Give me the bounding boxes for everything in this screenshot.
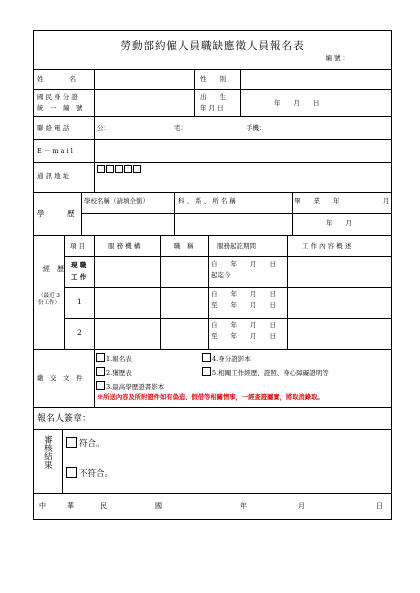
footer-guo: 國: [155, 502, 162, 510]
doc-item-3[interactable]: 3.最高學歷證書影本: [96, 381, 164, 391]
review-eligible[interactable]: 符合。: [66, 437, 105, 450]
exp-row-2-to[interactable]: 至 年 月 日: [211, 332, 276, 340]
current-job-to: 起迄今: [211, 271, 231, 279]
id-label-line2: 統 一 編 號: [37, 104, 83, 112]
postal-code-boxes[interactable]: [97, 165, 142, 174]
id-label-line1: 國 民 身 分 證: [37, 93, 78, 101]
phone-label: 聯 絡 電 話: [37, 124, 70, 132]
edu-month-header: 月: [383, 197, 390, 205]
exp-header-item: 項 目: [70, 242, 86, 250]
phone-office-label[interactable]: 公：: [97, 124, 110, 132]
current-job-from[interactable]: 自 年 月 日: [211, 260, 276, 268]
phone-home-label[interactable]: 宅：: [174, 124, 187, 132]
form-title: 勞動部約僱人員職缺應徵人員報名表: [120, 40, 305, 52]
edu-school-header: 學校名稱（請填全銜）: [84, 197, 149, 205]
current-job-label-line2: 工 作: [71, 273, 87, 281]
doc-item-2[interactable]: 2.獲歷表: [96, 367, 132, 377]
phone-mobile-label[interactable]: 手機：: [246, 124, 266, 132]
birth-date-field[interactable]: 年 月 日: [274, 99, 320, 107]
gender-label: 性 別: [200, 75, 226, 83]
application-form: [33, 30, 392, 520]
documents-warning: ※所送內容及所附證件如有偽造、假借等相關情事，一經查證屬實，將取消錄取。: [97, 394, 324, 401]
serial-number-label: 編號：: [325, 54, 351, 62]
exp-row-1-number: 1: [77, 297, 82, 306]
address-label: 通 訊 地 址: [37, 172, 70, 180]
birth-label-line1: 出 生: [200, 93, 226, 101]
footer-hua: 華: [67, 502, 74, 510]
birth-label-line2: 年 月 日: [200, 104, 224, 112]
footer-zhong: 中: [39, 502, 46, 510]
doc-item-1[interactable]: 1.報名表: [96, 353, 132, 363]
education-label: 學 歷: [37, 209, 75, 218]
exp-header-period: 服務起訖期間: [217, 242, 256, 250]
review-result-label: 審核結果: [42, 435, 53, 469]
email-label: E － m a i l: [37, 147, 73, 155]
footer-yue: 月: [298, 502, 305, 510]
exp-row-1-to[interactable]: 至 年 月 日: [211, 301, 276, 309]
experience-note: （最近 3 份工作）: [37, 293, 60, 306]
exp-header-desc: 工 作 內 容 概 述: [302, 242, 352, 250]
exp-row-2-number: 2: [77, 328, 82, 337]
applicant-signature-label: 報名人簽章：: [37, 414, 92, 424]
exp-row-1-from[interactable]: 自 年 月 日: [211, 290, 276, 298]
edu-dept-header: 科 、 系 、 所 名 稱: [178, 197, 236, 205]
exp-header-position: 職 稱: [174, 242, 194, 250]
documents-label: 繳 交 文 件: [37, 374, 83, 382]
doc-item-5[interactable]: 5.相關工作經歷、證照、身心障礙證明等: [202, 367, 329, 377]
edu-graduation-date[interactable]: 年 月: [326, 219, 352, 227]
footer-nian: 年: [240, 502, 247, 510]
footer-min: 民: [100, 502, 107, 510]
edu-grad-header: 畢 業 年: [294, 197, 340, 205]
review-ineligible[interactable]: 不符合。: [66, 467, 113, 480]
exp-header-org: 服 務 機 構: [108, 242, 141, 250]
experience-label: 經 歷: [43, 265, 64, 273]
current-job-label-line1: 現 職: [71, 261, 87, 269]
name-label: 姓 名: [37, 75, 76, 83]
doc-item-4[interactable]: 4.身分證影本: [202, 353, 251, 363]
footer-ri: 日: [376, 502, 383, 510]
exp-row-2-from[interactable]: 自 年 月 日: [211, 321, 276, 329]
